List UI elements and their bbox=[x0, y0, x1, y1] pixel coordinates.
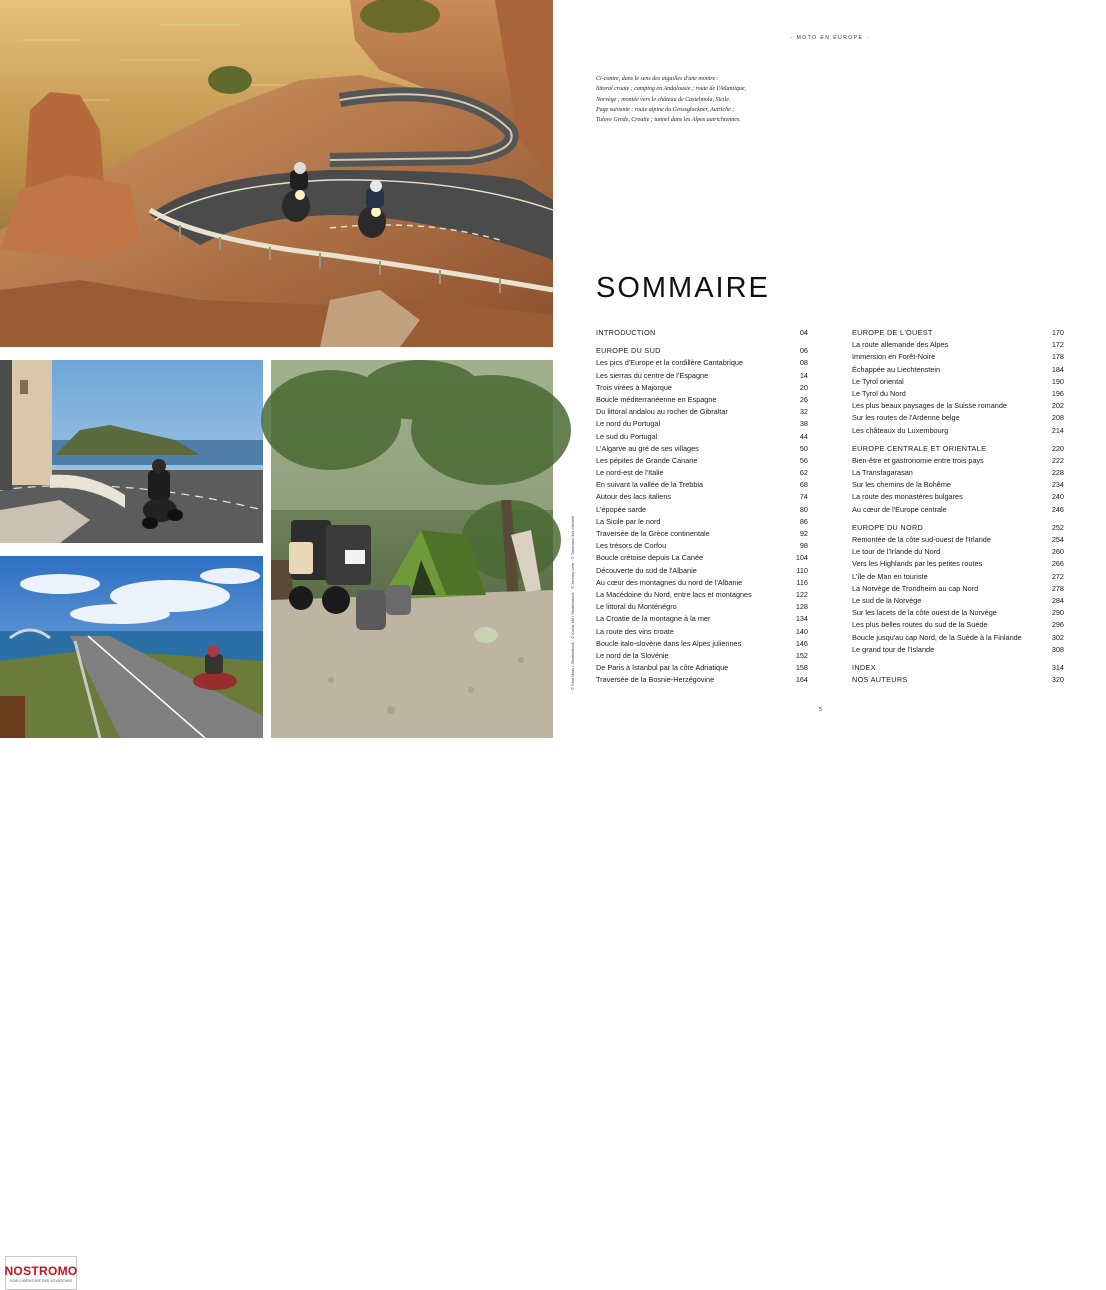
toc-entry bbox=[596, 516, 808, 528]
page-title: SOMMAIRE bbox=[596, 272, 770, 304]
toc-entry bbox=[852, 607, 1064, 619]
toc-entry-page: 220 bbox=[1051, 443, 1064, 453]
toc-entry-page: 128 bbox=[795, 602, 808, 612]
toc-entry bbox=[596, 406, 808, 418]
toc-entry-title: EUROPE CENTRALE ET ORIENTALE bbox=[852, 443, 987, 453]
toc-entry bbox=[596, 662, 808, 674]
toc-entry-title: Traversée de la Bosnie-Herzégovine bbox=[596, 675, 715, 685]
toc-entry-page: 04 bbox=[799, 328, 808, 337]
toc-entry-page: 74 bbox=[799, 492, 808, 502]
toc-entry-title: La Croatie de la montagne à la mer bbox=[596, 614, 711, 624]
toc-entry-page: 196 bbox=[1051, 388, 1064, 398]
toc-entry-page: 14 bbox=[799, 370, 808, 380]
toc-entry bbox=[596, 626, 808, 638]
toc-column-left bbox=[596, 327, 808, 686]
toc-entry-page: 228 bbox=[1051, 468, 1064, 478]
toc-entry bbox=[596, 589, 808, 601]
toc-entry-title: Le nord de la Slovénie bbox=[596, 650, 669, 660]
toc-entry-page: 184 bbox=[1051, 364, 1064, 374]
toc-entry-title: Remontée de la côte sud-ouest de l'Irlande bbox=[852, 535, 991, 544]
toc-entry-page: 208 bbox=[1051, 413, 1064, 423]
toc-entry-page: 92 bbox=[799, 529, 808, 538]
toc-entry-title: Sur les routes de l'Ardenne belge bbox=[852, 413, 960, 423]
toc-entry-page: 214 bbox=[1051, 425, 1064, 435]
toc-entry bbox=[596, 394, 808, 406]
toc-entry-title: Boucle méditerranéenne en Espagne bbox=[596, 394, 717, 404]
toc-entry-title: Bien-être et gastronomie entre trois pays bbox=[852, 455, 984, 465]
toc-entry-page: 170 bbox=[1051, 328, 1064, 337]
toc-entry bbox=[596, 540, 808, 552]
toc-entry-title: Sur les lacets de la côte ouest de la Norvège bbox=[852, 608, 997, 618]
toc-entry-title: Le nord du Portugal bbox=[596, 419, 661, 429]
photo-page bbox=[0, 0, 555, 1283]
toc-entry-title: De Paris à Istanbul par la côte Adriatique bbox=[596, 663, 729, 673]
toc-entry bbox=[596, 431, 808, 443]
toc-entry bbox=[852, 558, 1064, 570]
toc-entry bbox=[852, 619, 1064, 631]
toc-entry-page: 320 bbox=[1051, 675, 1064, 685]
toc-entry-title: EUROPE DE L'OUEST bbox=[852, 328, 933, 337]
toc-entry-page: 86 bbox=[799, 516, 808, 526]
toc-entry-title: Les sierras du centre de l'Espagne bbox=[596, 370, 709, 380]
toc-entry-page: 158 bbox=[795, 663, 808, 673]
toc-section-heading bbox=[852, 327, 1064, 339]
toc-section-heading bbox=[852, 662, 1064, 674]
toc-entry-page: 26 bbox=[799, 394, 808, 404]
toc-entry bbox=[852, 339, 1064, 351]
running-header: · MOTO EN EUROPE · bbox=[790, 35, 870, 41]
toc-entry-title: Traversée de la Grèce continentale bbox=[596, 529, 710, 538]
toc-entry-page: 32 bbox=[799, 407, 808, 417]
toc-entry bbox=[596, 455, 808, 467]
toc-entry bbox=[596, 491, 808, 503]
toc-entry bbox=[852, 376, 1064, 388]
page-number: 5 bbox=[819, 707, 822, 713]
toc-entry bbox=[596, 552, 808, 564]
toc-entry bbox=[852, 571, 1064, 583]
toc-entry-title: Le nord-est de l'Italie bbox=[596, 468, 664, 478]
toc-entry-page: 68 bbox=[799, 480, 808, 490]
toc-entry bbox=[852, 479, 1064, 491]
toc-entry-title: La Macédoine du Nord, entre lacs et montagnes bbox=[596, 589, 752, 599]
toc-entry-title: Vers les Highlands par les petites routes bbox=[852, 559, 983, 569]
toc-entry-page: 308 bbox=[1051, 644, 1064, 654]
toc-entry-page: 222 bbox=[1051, 455, 1064, 465]
toc-entry bbox=[852, 425, 1064, 437]
toc-entry bbox=[852, 467, 1064, 479]
toc-entry bbox=[596, 528, 808, 540]
toc-entry bbox=[852, 595, 1064, 607]
toc-entry-title: Immersion en Forêt-Noire bbox=[852, 352, 936, 362]
publisher-logo bbox=[5, 1256, 77, 1290]
toc-entry bbox=[852, 644, 1064, 656]
toc-entry-title: Boucle crétoise depuis La Canée bbox=[596, 553, 704, 563]
toc-entry-page: 152 bbox=[795, 650, 808, 660]
toc-entry-page: 20 bbox=[799, 382, 808, 392]
photo-credits: © Sina Mars / Shutterstock · © Konst Mit / Shutterstock · © Jeremy Lehr · © Tommaso Ilini Michele bbox=[570, 515, 575, 690]
caption-line: littoral croate ; camping en Andalousie ; route de l'Atlantique, bbox=[596, 86, 747, 93]
toc-section-heading bbox=[852, 674, 1064, 686]
toc-entry-title: Boucle italo-slovène dans les Alpes juliennes bbox=[596, 638, 742, 648]
toc-entry-title: L'île de Man en touriste bbox=[852, 571, 928, 581]
toc-section-heading bbox=[852, 443, 1064, 455]
toc-entry-page: 140 bbox=[795, 626, 808, 636]
toc-entry-title: Le littoral du Monténégro bbox=[596, 602, 677, 612]
photo-coastal-hairpin-road bbox=[0, 0, 553, 347]
toc-entry bbox=[596, 504, 808, 516]
toc-entry-page: 146 bbox=[795, 638, 808, 648]
toc-entry bbox=[852, 491, 1064, 503]
toc-entry-title: Les pépites de Grande Canarie bbox=[596, 455, 698, 465]
toc-entry-page: 284 bbox=[1051, 595, 1064, 605]
toc-entry-page: 314 bbox=[1051, 662, 1064, 672]
photo-caption bbox=[596, 74, 796, 125]
toc-entry-title: Du littoral andalou au rocher de Gibraltar bbox=[596, 407, 728, 417]
toc-entry-title: INDEX bbox=[852, 662, 876, 672]
toc-entry-page: 296 bbox=[1051, 620, 1064, 630]
toc-entry-title: Le sud du Portugal bbox=[596, 431, 658, 441]
toc-entry-title: La route des vins croate bbox=[596, 626, 674, 636]
toc-entry-title: Les pics d'Europe et la cordillère Cantabrique bbox=[596, 358, 744, 368]
toc-entry bbox=[852, 412, 1064, 424]
toc-entry bbox=[852, 351, 1064, 363]
toc-entry bbox=[852, 400, 1064, 412]
toc-entry-page: 178 bbox=[1051, 352, 1064, 362]
toc-entry-page: 202 bbox=[1051, 401, 1064, 411]
toc-entry-title: Découverte du sud de l'Albanie bbox=[596, 565, 697, 575]
toc-entry-title: Le Tyrol oriental bbox=[852, 376, 904, 386]
toc-entry-page: 134 bbox=[795, 614, 808, 624]
toc-entry bbox=[852, 583, 1064, 595]
toc-entry-page: 104 bbox=[795, 553, 808, 563]
toc-entry-title: Le sud de la Norvège bbox=[852, 595, 922, 605]
toc-entry-title: Au cœur des montagnes du nord de l'Albanie bbox=[596, 577, 743, 587]
toc-entry-page: 254 bbox=[1051, 535, 1064, 544]
toc-section-heading bbox=[596, 345, 808, 357]
toc-entry-title: Autour des lacs italiens bbox=[596, 492, 672, 502]
toc-entry bbox=[596, 370, 808, 382]
toc-entry bbox=[596, 357, 808, 369]
photo-coastal-road-rider bbox=[0, 360, 263, 543]
toc-entry-title: La route des monastères bulgares bbox=[852, 492, 963, 502]
toc-entry-title: Les plus beaux paysages de la Suisse romande bbox=[852, 401, 1007, 411]
caption-line: Norvège ; montée vers le château de Castelmola, Sicile. bbox=[596, 96, 731, 103]
toc-column-right bbox=[852, 327, 1064, 686]
toc-entry-page: 06 bbox=[799, 346, 808, 356]
toc-entry-page: 110 bbox=[796, 565, 808, 575]
photo-camping-tent-motorcycle bbox=[271, 360, 553, 738]
toc-entry-title: La Transfagarasan bbox=[852, 468, 913, 478]
caption-line: Page suivante : route alpine du Grossglockner, Autriche ; bbox=[596, 106, 735, 113]
logo-tagline: VOIR L'AVENTURE DES VOYAGEURS bbox=[10, 1278, 72, 1283]
toc-entry-page: 252 bbox=[1051, 522, 1064, 532]
toc-entry-title: Le grand tour de l'Islande bbox=[852, 644, 935, 654]
toc-entry-page: 62 bbox=[799, 468, 808, 478]
toc-entry bbox=[596, 577, 808, 589]
toc-entry-page: 08 bbox=[799, 358, 808, 368]
caption-line: Ci-contre, dans le sens des aiguilles d'une montre : bbox=[596, 76, 719, 82]
toc-entry-page: 290 bbox=[1051, 608, 1064, 618]
toc-entry-title: EUROPE DU NORD bbox=[852, 522, 924, 532]
toc-entry-title: Les plus belles routes du sud de la Suède bbox=[852, 620, 988, 630]
toc-entry-title: Échappée au Liechtenstein bbox=[852, 364, 941, 374]
toc-entry-page: 190 bbox=[1051, 376, 1064, 386]
toc-entry-title: L'épopée sarde bbox=[596, 504, 647, 514]
toc-entry bbox=[596, 443, 808, 455]
toc-entry bbox=[596, 418, 808, 430]
toc-entry-title: Les châteaux du Luxembourg bbox=[852, 425, 949, 435]
toc-entry bbox=[852, 364, 1064, 376]
toc-entry-title: Le tour de l'Irlande du Nord bbox=[852, 547, 941, 557]
toc-entry-page: 116 bbox=[796, 577, 808, 587]
toc-entry-title: Boucle jusqu'au cap Nord, de la Suède à la Finlande bbox=[852, 632, 1022, 642]
toc-entry-page: 164 bbox=[795, 675, 808, 685]
toc-entry-title: La Norvège de Trondheim au cap Nord bbox=[852, 583, 979, 593]
toc-entry-title: Sur les chemins de la Bohême bbox=[852, 480, 951, 490]
toc-entry bbox=[852, 546, 1064, 558]
toc-entry bbox=[596, 674, 808, 686]
toc-entry bbox=[596, 601, 808, 613]
toc-entry bbox=[596, 382, 808, 394]
toc-entry-title: Trois virées à Majorque bbox=[596, 382, 672, 392]
toc-entry bbox=[852, 388, 1064, 400]
toc-entry-page: 260 bbox=[1051, 547, 1064, 557]
toc-entry-title: Au cœur de l'Europe centrale bbox=[852, 504, 947, 514]
toc-entry-page: 272 bbox=[1051, 571, 1064, 581]
toc-entry-page: 98 bbox=[799, 541, 808, 551]
toc-entry bbox=[596, 479, 808, 491]
toc-entry bbox=[852, 534, 1064, 546]
caption-line: Tulove Grede, Croatie ; tunnel dans les Alpes autrichiennes. bbox=[596, 117, 741, 124]
toc-entry-title: L'Algarve au gré de ses villages bbox=[596, 443, 699, 453]
toc-entry-page: 266 bbox=[1051, 559, 1064, 569]
toc-entry bbox=[596, 467, 808, 479]
toc-entry-title: EUROPE DU SUD bbox=[596, 346, 661, 356]
toc-entry bbox=[596, 650, 808, 662]
toc-section-heading bbox=[596, 327, 808, 339]
toc-entry-page: 278 bbox=[1051, 583, 1064, 593]
toc-entry bbox=[596, 638, 808, 650]
toc-entry bbox=[596, 613, 808, 625]
toc-entry-page: 234 bbox=[1051, 480, 1064, 490]
toc-entry-title: La Sicile par le nord bbox=[596, 516, 661, 526]
toc-entry-page: 44 bbox=[799, 431, 808, 441]
photo-atlantic-road-bridge bbox=[0, 556, 263, 1283]
logo-wordmark: NOSTROMO bbox=[4, 1263, 78, 1278]
toc-entry-page: 246 bbox=[1051, 504, 1064, 514]
toc-entry-title: Les trésors de Corfou bbox=[596, 541, 667, 551]
toc-entry-page: 38 bbox=[799, 419, 808, 429]
toc-entry-title: INTRODUCTION bbox=[596, 328, 656, 337]
toc-entry-page: 302 bbox=[1051, 632, 1064, 642]
toc-entry-title: NOS AUTEURS bbox=[852, 675, 908, 685]
toc-entry-title: La route allemande des Alpes bbox=[852, 340, 949, 350]
toc-entry-title: Le Tyrol du Nord bbox=[852, 388, 906, 398]
toc-entry-page: 240 bbox=[1051, 492, 1064, 502]
toc-entry-title: En suivant la vallée de la Trebbia bbox=[596, 480, 704, 490]
toc-section-heading bbox=[852, 522, 1064, 534]
toc-entry-page: 50 bbox=[799, 443, 808, 453]
toc-entry-page: 172 bbox=[1051, 340, 1064, 350]
toc-entry bbox=[852, 632, 1064, 644]
toc-entry-page: 56 bbox=[799, 455, 808, 465]
toc-entry bbox=[596, 565, 808, 577]
toc-entry bbox=[852, 504, 1064, 516]
toc-entry-page: 80 bbox=[799, 504, 808, 514]
toc-entry bbox=[852, 455, 1064, 467]
toc-entry-page: 122 bbox=[795, 589, 808, 599]
